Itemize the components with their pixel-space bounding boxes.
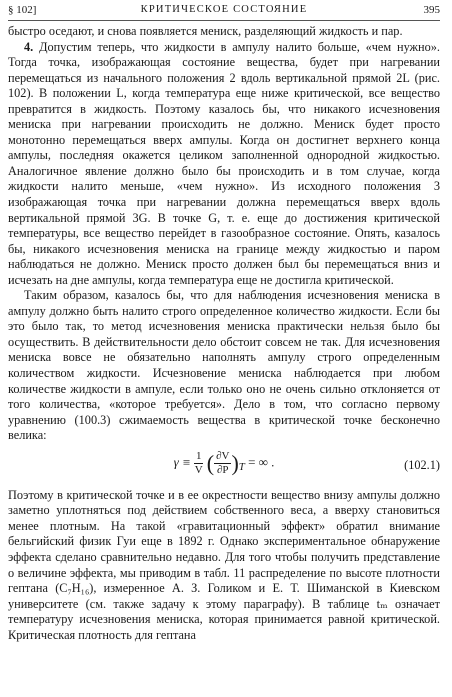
partial-derivative — [214, 450, 231, 477]
section-number: § 102] — [8, 4, 37, 16]
paragraph-2 — [8, 40, 440, 289]
page-number: 395 — [423, 4, 440, 16]
fraction-1-over-v — [194, 450, 204, 477]
partial-denominator: ∂P — [216, 463, 229, 476]
equation-rhs: = ∞ . — [248, 454, 275, 470]
equation-number: (102.1) — [404, 457, 440, 472]
paragraph-4: Поэтому в критической точке и в ее окрестности вещество внизу ампулы должно заметно уплотняться под действием собственного веса, а вверху становиться менее плотным. На такой «гравитационный эффект» обратил внимание бельгийский физик Гуи еще в 1892 г. Однако экспериментальное обнаружение эффекта сделано сравнительно недавно. Для того чтобы получить представление о величине эффекта, мы приводим в табл. 11 распределение по высоте плотности гептана (C₇H₁₆), измеренное А. З. Голиком и Е. Т. Шиманской в Киевском университете (см. также задачу к этому параграфу). В таблице tₘ означает температуру исчезновения мениска, которая принимается равной критической. Критическая плотность для гептана — [8, 487, 440, 642]
item-number: 4. — [24, 39, 34, 54]
running-title: КРИТИЧЕСКОЕ СОСТОЯНИЕ — [140, 4, 308, 15]
equation-lhs: γ ≡ — [173, 454, 191, 470]
paragraph-1: быстро оседают, и снова появляется мениск, разделяющий жидкость и пар. — [8, 24, 403, 38]
fraction-denominator: V — [194, 463, 203, 476]
header-rule — [8, 20, 440, 21]
partial-numerator: ∂V — [216, 449, 230, 462]
body-text — [8, 24, 440, 643]
right-paren: ) — [231, 450, 239, 476]
equation-body — [8, 450, 440, 477]
left-paren: ( — [206, 450, 215, 476]
paragraph-2-text: Допустим теперь, что жидкости в ампулу налито больше, «чем нужно». Тогда точка, изображающая состояние вещества, будет при нагревании перемещаться из начального положения 2 вдоль вертикальной прямой 2L (рис. 102). В положении L, когда температура еще ниже критической, все вещество превратится в жидкость. Поэтому казалось бы, что никакого исчезновения мениска при нагревании происходить не должно. Мениск будет просто монотонно перемещаться вверх ампулы. Когда он достигнет верхнего конца ампулы, последняя окажется целиком заполненной однородной жидкостью. Аналогичное явление должно было бы происходить и в том случае, когда жидкости налито меньше, «чем нужно». Из исходного положения 3 изображающая точка при нагревании должна перемещаться вверх вдоль вертикальной прямой 3G. В точке G, т. е. еще до достижения критической температуры, все вещество перейдет в газообразное состояние. Опять, казалось бы, никакого исчезновения мениска на границе между жидкостью и паром наблюдаться не должно. Мениск просто должен был бы перемещаться вниз и исчезать на дне ампулы, когда температура еще не достигла критической. — [8, 39, 440, 287]
paragraph-3: Таким образом, казалось бы, что для наблюдения исчезновения мениска в ампулу должно быть налито строго определенное количество жидкости. Если бы это было так, то метод исчезновения мениска практически нельзя было бы осуществить. В действительности дело обстоит совсем не так. Для исчезновения мениска вовсе не обязательно наполнять ампулу строго определенным количеством жидкости. Исчезновение мениска наблюдается при любом количестве жидкости в ампуле, если только оно не очень сильно отклоняется от того количества, «которое требуется». Дело в том, что согласно первому уравнению (100.3) сжимаемость вещества в критической точке бесконечно велика: — [8, 288, 440, 443]
fraction-numerator: 1 — [195, 449, 202, 462]
running-header — [8, 2, 440, 18]
page — [8, 0, 440, 697]
equation-102-1 — [8, 446, 440, 486]
subscript-t: T — [238, 460, 245, 473]
